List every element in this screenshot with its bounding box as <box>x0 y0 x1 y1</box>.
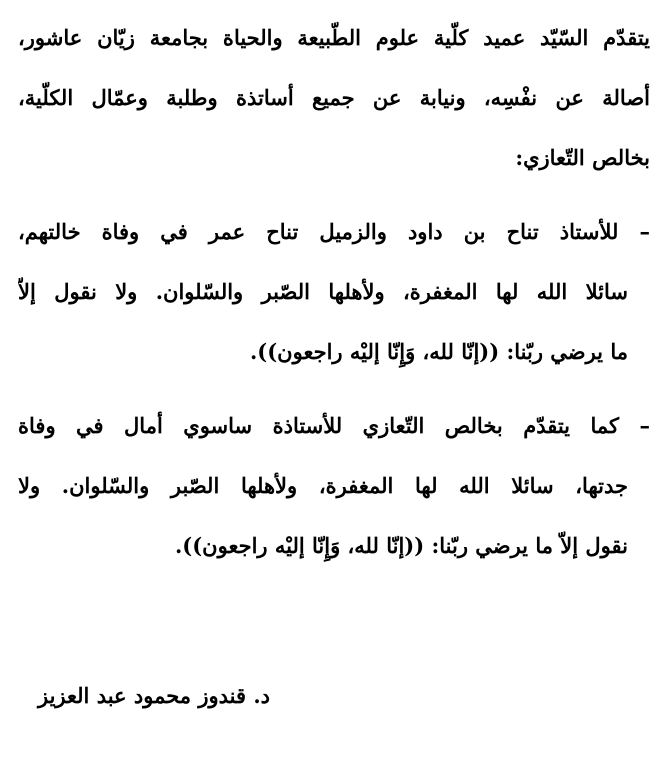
intro-line-1: يتقدّم السّيّد عميد كلّية علوم الطّبيعة والحياة بجامعة زيّان عاشور، <box>18 25 650 50</box>
intro-line-3: بخالص التّعازي: <box>515 145 650 170</box>
item2-line-2: جدتها، سائلا الله لها المغفرة، ولأهلها الصّبر والسّلوان. ولا <box>18 473 628 498</box>
item1-line-3: ما يرضي ربّنا: ((إنّا لله، وَإِنّا إليْه راجعون)). <box>250 339 628 364</box>
item2-line-1: – كما يتقدّم بخالص التّعازي للأستاذة ساسوي أمال في وفاة <box>18 413 650 438</box>
intro-line-2: أصالة عن نفْسِه، ونيابة عن جميع أساتذة وطلبة وعمّال الكلّية، <box>18 85 650 110</box>
signature: د. قندوز محمود عبد العزيز <box>38 683 271 708</box>
item1-line-1: – للأستاذ تناح بن داود والزميل تناح عمر في وفاة خالتهم، <box>18 219 650 244</box>
item1-line-2: سائلا الله لها المغفرة، ولأهلها الصّبر والسّلوان. ولا نقول إلاّ <box>18 279 628 304</box>
item2-line-3: نقول إلاّ ما يرضي ربّنا: ((إنّا لله، وَإِنّا إليْه راجعون)). <box>175 533 628 558</box>
